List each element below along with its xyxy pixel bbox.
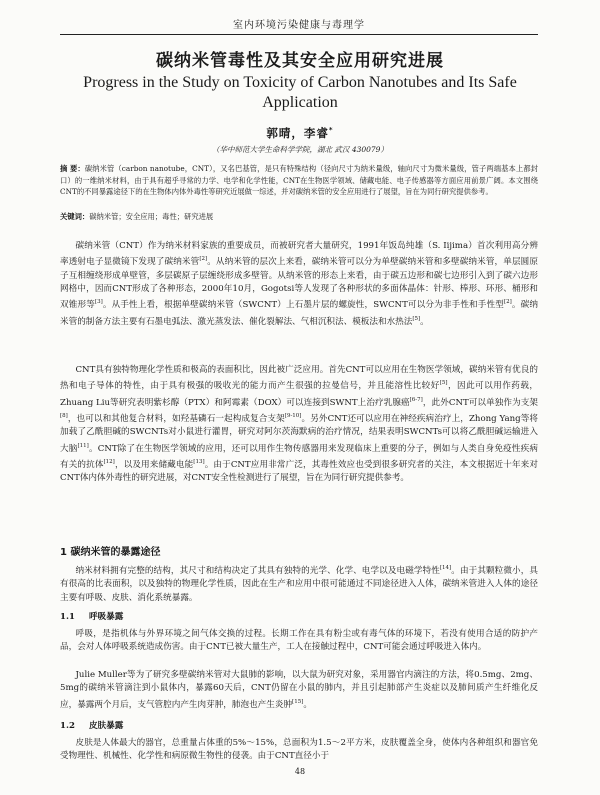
paragraph-intro: 碳纳米管（CNT）作为纳米材料家族的重要成员，而被研究者大量研究，1991年饭岛纯雄（S. Iijima）首次利用高分辨率透射电子显微镜下发现了碳纳米管[2]。从纳米管的层次上来看，碳纳米管可以分为单壁碳纳米管和多壁碳纳米管，单层圆原子互相缠绕形成单壁管，多层碳原子层缠绕形成多壁管。从纳米管的形态上来看，由于碳五边形和碳七边形引入到了碳六边形网格中，因而CNT形成了各种形态，2000年10月，Gogotsi等人发现了各种形状的多面体晶体：针形、棒形、环形、桶形和双锥形等[3]。从手性上看，根据单壁碳纳米管（SWCNT）上石墨片层的螺旋性，SWCNT可以分为非手性和手性型[2]。碳纳米管的制备方法主要有石墨电弧法、激光蒸发法、催化裂解法、气相沉积法、模板法和水热法[5]。 <box>60 241 538 327</box>
title-chinese: 碳纳米管毒性及其安全应用研究进展 <box>156 51 444 71</box>
keywords-label: 关键词： <box>60 212 90 221</box>
subsection-heading-respiratory: 1.1 呼吸暴露 <box>60 612 124 622</box>
affiliation: （华中师范大学生命科学学院，湖北 武汉 430079） <box>212 145 388 154</box>
paragraph-applications: CNT具有独特物理化学性质和极高的表面积比，因此被广泛应用。首先CNT可以应用在生物医学领域，碳纳米管有优良的热和电子导体的特性，由于具有极强的吸收光的能力而产生很强的拉曼信号，并且能溶性比较好[5]，因此可以用作药载，Zhuang Liu等研究表明紫杉醇（PTX）和阿霉素（DOX）可以连接到SWNT上治疗乳腺癌[6-7]，此外CNT可以单独作为支架[8]，也可以和其他复合材料，如羟基磷石一起构成复合支架[9-10]。另外CNT还可以应用在神经疾病治疗上，Zhong Yang等将加载了乙酰胆碱的SWCNTs对小鼠进行灌胃，研究对阿尔茨海默病的治疗情况，结果表明SWCNTs可以将乙酰胆碱运输进入大脑[11]。CNT除了在生物医学领域的应用，还可以用作生物传感器用来发现临床上重要的分子，例如与人类自身免疫性疾病有关的抗体[12]，以及用来储藏电能[13]。由于CNT应用非常广泛，其毒性效应也受到很多研究者的关注，本文根据近十年来对CNT体内体外毒性的研究进展，对CNT安全性检测进行了展望，旨在为同行研究提供参考。 <box>60 365 538 484</box>
keywords-text: 碳纳米管；安全应用；毒性；研究进展 <box>89 212 214 221</box>
paragraph-respiratory: 呼吸，是指机体与外界环境之间气体交换的过程。长期工作在具有粉尘或有毒气体的环境下，若没有使用合适的防护产品，会对人体呼吸系统造成伤害。由于CNT已被大量生产，工人在接触过程中，CNT可能会通过呼吸进入体内。 <box>60 629 538 653</box>
section-heading-exposure: 1 碳纳米管的暴露途径 <box>60 547 161 558</box>
abstract-text: 碳纳米管（carbon nanotube，CNT），又名巴基管，是只有特殊结构（径向尺寸为纳米量级，轴向尺寸为微米量级，管子两端基本上都封口）的一维纳米材料，由于具有超乎寻常的力学、电学和化学性能，CNT在生物医学领域、储藏电能、电子传感器等方面应用前景广阔。本文围绕CNT的不同暴露途径下的在生物体内体外毒性等研究近展做一综述，并对碳纳米管的安全应用进行了展望，旨在为同行研究提供参考。 <box>60 164 539 196</box>
authors <box>0 125 600 141</box>
page-number: 48 <box>294 767 306 776</box>
author-mark: * <box>328 126 334 135</box>
paragraph-muller-study: Julie Muller等为了研究多壁碳纳米管对大鼠肺的影响，以大鼠为研究对象，采用器官内滴注的方法，将0.5mg、2mg、5mg的碳纳米管滴注到小鼠体内，暴露60天后，CNT仍留在小鼠的肺内，并且引起肺部产生炎症以及肺间质产生纤维化反应，暴露两个月后，支气管腔内产生肉芽肿，肺泡也产生炎肿[15]。 <box>60 670 538 710</box>
author-names: 郭晴，李睿 <box>266 126 329 140</box>
subsection-heading-skin: 1.2 皮肤暴露 <box>60 721 124 731</box>
title-english: Progress in the Study on Toxicity of Carbon Nanotubes and Its Safe Application <box>83 74 517 111</box>
running-head: 室内环境污染健康与毒理学 <box>60 16 538 35</box>
paragraph-skin: 皮肤是人体最大的器官，总重量占体重的5%～15%，总面积为1.5～2平方米，皮肤覆盖全身，使体内各种组织和器官免受物理性、机械性、化学性和病原微生物性的侵袭。由于CNT直径小于 <box>60 738 538 762</box>
paragraph-exposure: 纳米材料拥有完整的结构，其尺寸和结构决定了其具有独特的光学、化学、电学以及电磁学特性[14]。由于其颗粒微小，具有很高的比表面积，以及独特的物理化学性质，因此在生产和应用中很可能通过不同途径进入人体，碳纳米管进入人体的途径主要有呼吸、皮肤、消化系统暴露。 <box>60 565 538 603</box>
abstract-label: 摘 要： <box>60 164 85 173</box>
keywords <box>60 211 538 222</box>
abstract <box>60 163 538 198</box>
